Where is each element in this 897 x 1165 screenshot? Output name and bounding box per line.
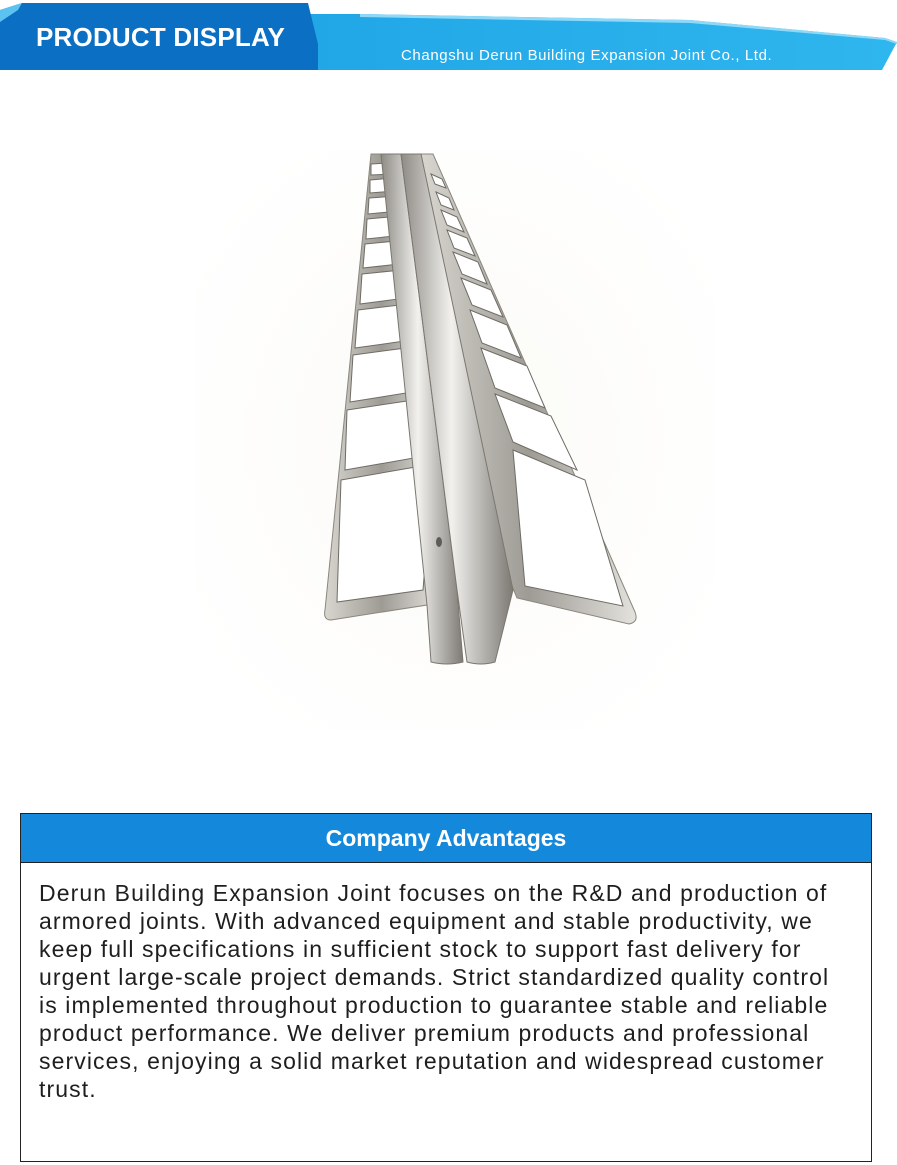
company-advantages-header bbox=[21, 814, 871, 863]
header-banner bbox=[0, 0, 897, 80]
company-name: Changshu Derun Building Expansion Joint Co., Ltd. bbox=[401, 47, 773, 64]
company-advantages-text: Derun Building Expansion Joint focuses on the R&D and production of armored joints. With advanced equipment and stable productivity, we keep full specifications in sufficient stock to support fast delivery for urgent large-scale project demands. Strict standardized quality control is implemented throughout production to guarantee stable and reliable product performance. We deliver premium products and professional services, enjoying a solid market reputation and widespread customer trust. bbox=[39, 880, 830, 1102]
page-title: PRODUCT DISPLAY bbox=[36, 22, 286, 52]
armored-joint-product-photo bbox=[195, 150, 715, 730]
product-photo bbox=[195, 150, 715, 730]
company-advantages-panel bbox=[20, 813, 872, 1162]
company-advantages-title: Company Advantages bbox=[325, 824, 567, 851]
